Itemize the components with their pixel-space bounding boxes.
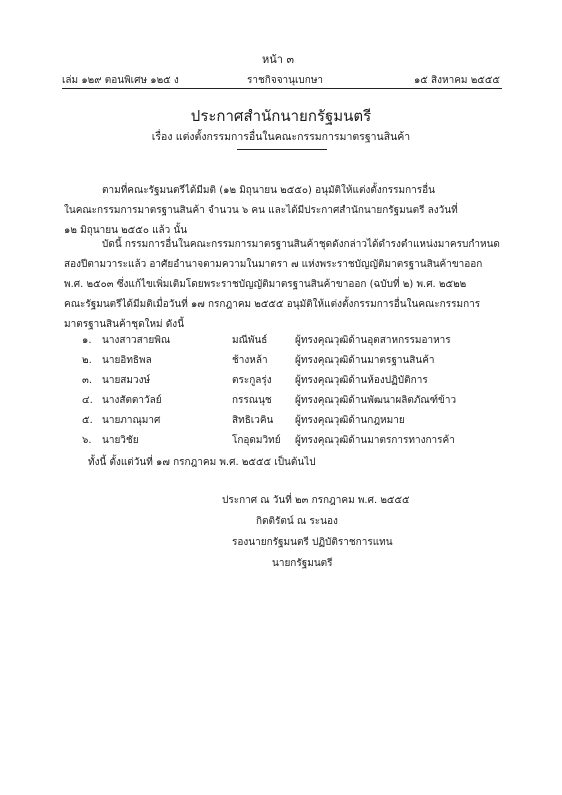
member-surname: โกอุดมวิทย์	[232, 435, 281, 446]
signatory-position: นายกรัฐมนตรี	[272, 558, 333, 569]
paragraph-line: ในคณะกรรมการมาตรฐานสินค้า จำนวน ๖ คน และได้มีประกาศสำนักนายกรัฐมนตรี ลงวันที่	[64, 205, 458, 216]
publish-date: ๑๕ สิงหาคม ๒๕๕๕	[413, 75, 500, 86]
member-number: ๕.	[82, 415, 93, 426]
paragraph-line: คณะรัฐมนตรีได้มีมติเมื่อวันที่ ๑๗ กรกฎาคม ๒๕๕๕ อนุมัติให้แต่งตั้งกรรมการอื่นในคณะกรรมการ	[64, 299, 481, 310]
document-title: ประกาศสำนักนายกรัฐมนตรี	[190, 107, 372, 125]
member-expertise: ผู้ทรงคุณวุฒิด้านห้องปฏิบัติการ	[295, 375, 428, 386]
paragraph-background	[64, 181, 502, 241]
announcement-date: ประกาศ ณ วันที่ ๒๓ กรกฎาคม พ.ศ. ๒๕๕๕	[222, 495, 410, 506]
member-surname: สิทธิเวคิน	[232, 415, 274, 426]
gazette-name: ราชกิจจานุเบกษา	[247, 75, 324, 86]
member-number: ๔.	[82, 395, 93, 406]
member-expertise: ผู้ทรงคุณวุฒิด้านอุตสาหกรรมอาหาร	[295, 335, 451, 346]
member-number: ๑.	[82, 335, 92, 346]
member-number: ๓.	[82, 375, 93, 386]
paragraph-line: ๑๒ มิถุนายน ๒๕๕๐ แล้ว นั้น	[64, 225, 188, 236]
member-name: นายวิชัย	[102, 435, 139, 446]
member-name: นายภาณุมาศ	[102, 415, 161, 426]
volume-info: เล่ม ๑๒๙ ตอนพิเศษ ๑๒๕ ง	[62, 75, 179, 86]
member-number: ๒.	[82, 355, 92, 366]
paragraph-line: บัดนี้ กรรมการอื่นในคณะกรรมการมาตรฐานสินค้าชุดดังกล่าวได้ดำรงตำแหน่งมาครบกำหนด	[102, 239, 500, 250]
member-expertise: ผู้ทรงคุณวุฒิด้านพัฒนาผลิตภัณฑ์ข้าว	[295, 395, 457, 406]
member-name: นางสาวสายพิณ	[102, 335, 171, 346]
paragraph-line: ตามที่คณะรัฐมนตรีได้มีมติ (๑๒ มิถุนายน ๒๕๕๐) อนุมัติให้แต่งตั้งกรรมการอื่น	[102, 185, 435, 196]
member-surname: มณีพันธ์	[232, 335, 268, 346]
effective-date-statement: ทั้งนี้ ตั้งแต่วันที่ ๑๗ กรกฎาคม พ.ศ. ๒๕๕๕ เป็นต้นไป	[88, 457, 316, 468]
member-name: นายสมวงษ์	[102, 375, 151, 386]
member-number: ๖.	[82, 435, 92, 446]
member-name: นางสัตตาวัลย์	[102, 395, 162, 406]
paragraph-appointment	[64, 235, 502, 335]
header-divider	[62, 88, 502, 89]
member-expertise: ผู้ทรงคุณวุฒิด้านกฎหมาย	[295, 415, 405, 426]
signatory-position: รองนายกรัฐมนตรี ปฏิบัติราชการแทน	[232, 537, 393, 548]
document-subject: เรื่อง แต่งตั้งกรรมการอื่นในคณะกรรมการมาตรฐานสินค้า	[151, 131, 411, 143]
member-expertise: ผู้ทรงคุณวุฒิด้านมาตรการทางการค้า	[295, 435, 455, 446]
paragraph-line: มาตรฐานสินค้าชุดใหม่ ดังนี้	[64, 319, 185, 330]
member-surname: กรรณนุช	[232, 395, 272, 406]
member-surname: ตระกูลรุ่ง	[232, 375, 272, 386]
member-expertise: ผู้ทรงคุณวุฒิด้านมาตรฐานสินค้า	[295, 355, 435, 366]
member-surname: ช้างหล้า	[232, 355, 268, 366]
paragraph-line: พ.ศ. ๒๕๐๓ ซึ่งแก้ไขเพิ่มเติมโดยพระราชบัญญัติมาตรฐานสินค้าขาออก (ฉบับที่ ๒) พ.ศ. ๒๕๒๒	[64, 279, 467, 290]
paragraph-line: สองปีตามวาระแล้ว อาศัยอำนาจตามความในมาตรา ๗ แห่งพระราชบัญญัติมาตรฐานสินค้าขาออก	[64, 259, 483, 270]
page-number: หน้า ๓	[262, 53, 294, 66]
member-name: นายอิทธิพล	[102, 355, 152, 366]
title-divider	[237, 149, 327, 150]
signatory-name: กิตติรัตน์ ณ ระนอง	[256, 516, 338, 527]
